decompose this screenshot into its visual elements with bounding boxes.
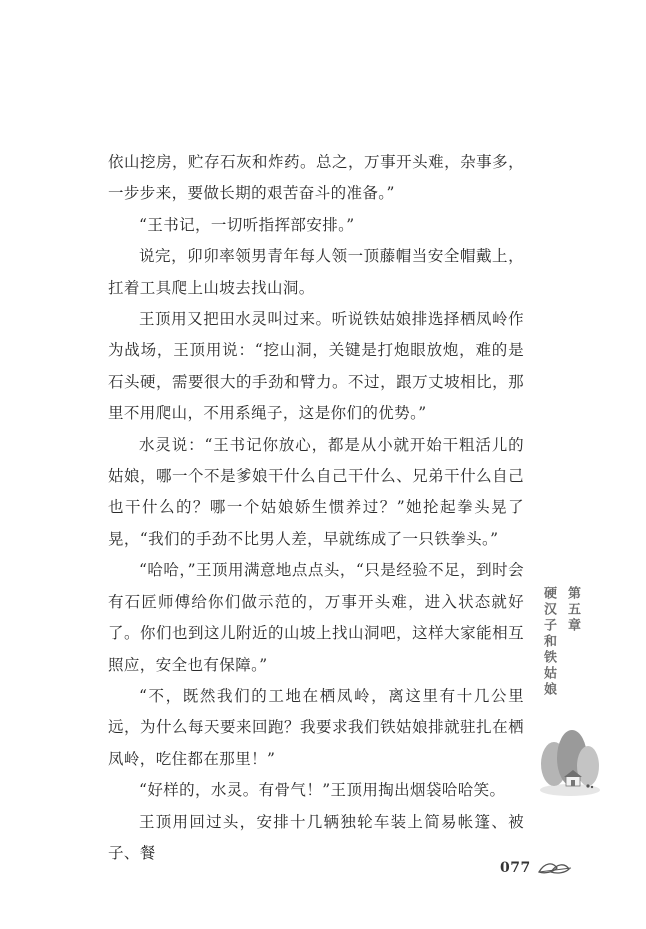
paragraph-2: “王书记，一切听指挥部安排。” — [139, 215, 355, 234]
leaf-ornament-icon — [537, 860, 573, 876]
paragraph-3: 说完，卯卯率领男青年每人领一顶藤帽当安全帽戴上，扛着工具爬上山坡去找山洞。 — [108, 247, 524, 297]
paragraph-5: 水灵说：“王书记你放心，都是从小就开始干粗活儿的姑娘，哪一个不是爹娘干什么自己干什么、兄弟干什么自己也干什么的？哪一个姑娘娇生惯养过？”她抡起拳头晃了晃，“我们的手劲不比男人差，早就练成了一只铁拳头。” — [108, 435, 524, 548]
paragraph-8: “好样的，水灵。有骨气！”王顶用掏出烟袋哈哈笑。 — [139, 781, 506, 800]
tree-house-illustration — [536, 728, 604, 798]
paragraph-7: “不，既然我们的工地在栖凤岭，离这里有十几公里远，为什么每天要来回跑？我要求我们铁姑娘排就驻扎在栖凤岭，吃住都在那里！” — [108, 686, 524, 768]
chapter-side-title — [541, 586, 584, 698]
paragraph-4: 王顶用又把田水灵叫过来。听说铁姑娘排选择栖凤岭作为战场，王顶用说：“挖山洞，关键是打炮眼放炮，难的是石头硬，需要很大的手劲和臂力。不过，跟万丈坡相比，那里不用爬山，不用系绳子，这是你们的优势。” — [108, 310, 524, 423]
body-text — [108, 147, 524, 869]
paragraph-6: “哈哈，”王顶用满意地点点头，“只是经验不足，到时会有石匠师傅给你们做示范的，万事开头难，进入状态就好了。你们也到这儿附近的山坡上找山洞吧，这样大家能相互照应，安全也有保障。” — [108, 561, 524, 674]
paragraph-9: 王顶用回过头，安排十几辆独轮车装上简易帐篷、被子、餐 — [108, 812, 524, 862]
chapter-label: 第五章 — [565, 586, 580, 634]
paragraph-1: 依山挖房，贮存石灰和炸药。总之，万事开头难，杂事多，一步步来，要做长期的艰苦奋斗的准备。” — [108, 153, 524, 203]
page-number: 077 — [500, 860, 531, 876]
page-footer — [500, 860, 573, 876]
chapter-title: 硬汉子和铁姑娘 — [541, 586, 556, 698]
